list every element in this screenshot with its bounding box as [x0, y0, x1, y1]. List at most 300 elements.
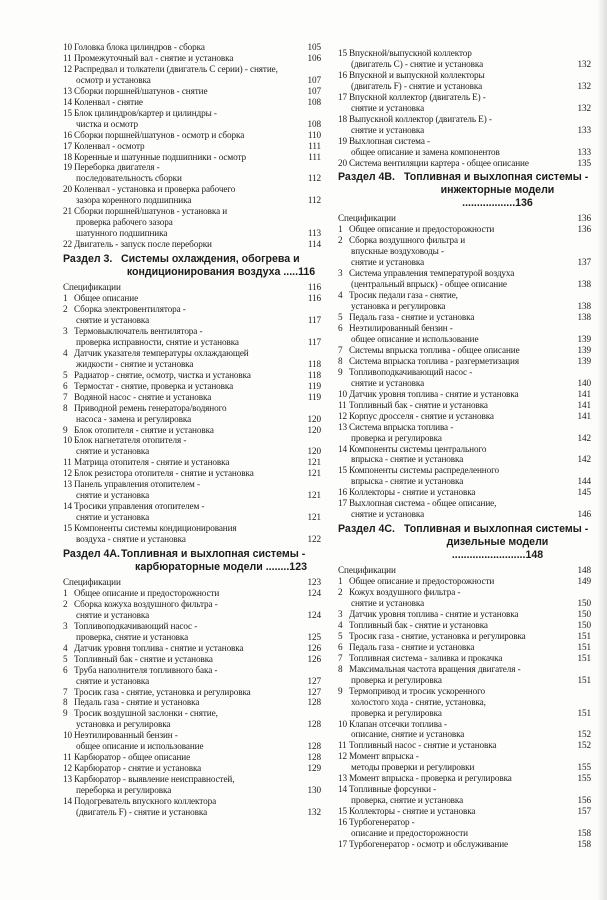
toc-entry-title: общее описание и использование	[76, 741, 204, 752]
toc-entry[interactable]	[338, 323, 591, 345]
toc-entry-number: 15	[338, 806, 347, 817]
toc-entry-line	[63, 173, 298, 184]
toc-entry-title: Тросик педали газа - снятие,	[349, 290, 458, 301]
toc-entry[interactable]	[338, 400, 591, 411]
toc-entry-line	[338, 268, 514, 278]
toc-page-number: 133	[569, 125, 591, 136]
toc-page-number: 136	[569, 224, 591, 235]
toc-entry[interactable]	[63, 326, 321, 348]
toc-entry-number: 2	[63, 304, 68, 315]
toc-entry-number: 16	[338, 69, 347, 80]
toc-page-number: 126	[299, 643, 321, 654]
toc-entry-line	[338, 653, 502, 663]
toc-entry[interactable]	[63, 130, 321, 141]
toc-entry-title: Общее описание и предосторожности	[349, 576, 495, 587]
toc-page-number: 123	[299, 577, 321, 588]
toc-entry[interactable]	[338, 389, 591, 400]
toc-entry-title: Приводной ремень генератора/водяного	[74, 402, 227, 413]
toc-entry-title: Топливоподкачивающий насос -	[74, 620, 198, 631]
toc-entry[interactable]	[338, 367, 591, 389]
toc-entry-line	[63, 610, 298, 621]
toc-page-number: 128	[299, 741, 321, 752]
toc-page-number: 137	[569, 257, 591, 268]
toc-page-number: 132	[569, 103, 591, 114]
toc-entry-number: 3	[338, 608, 343, 619]
toc-page-number: 117	[299, 315, 321, 326]
toc-entry-line	[338, 631, 526, 641]
toc-entry-number: 6	[63, 380, 68, 391]
toc-entry-number: 11	[338, 399, 347, 410]
toc-entry[interactable]	[63, 206, 321, 239]
toc-page-number: 120	[299, 425, 321, 436]
toc-entry[interactable]	[338, 653, 591, 664]
toc-entry-title: Общее описание и предосторожности	[349, 224, 495, 235]
toc-page-number: 138	[569, 279, 591, 290]
toc-entry[interactable]	[63, 752, 321, 763]
toc-entry-title: Тросик газа - снятие, установка и регулировка	[349, 630, 526, 641]
toc-page-number: 138	[569, 301, 591, 312]
toc-entry[interactable]	[63, 796, 321, 818]
toc-entry-line	[63, 42, 205, 52]
toc-entry-title: Впускной и выпускной коллекторы	[349, 69, 485, 80]
toc-entry-title: шатунного подшипника	[76, 228, 168, 239]
toc-entry-title: снятие и установка	[76, 446, 150, 457]
toc-entry[interactable]	[63, 501, 321, 523]
toc-entry[interactable]	[338, 290, 591, 312]
toc-page-number: 112	[299, 195, 321, 206]
toc-entry[interactable]	[63, 304, 321, 326]
toc-entry-line	[338, 290, 458, 300]
toc-page-number: 155	[569, 773, 591, 784]
toc-entry-title: Компоненты системы кондиционирования	[74, 523, 237, 534]
toc-entry[interactable]	[63, 108, 321, 130]
toc-entry-title: Переборка двигателя -	[74, 162, 160, 173]
toc-entry-title: проверка, снятие и установка	[76, 631, 189, 642]
page-edge-shadow	[597, 0, 607, 900]
toc-entry-line	[338, 444, 486, 454]
section-label: Раздел 3.	[63, 253, 113, 266]
toc-entry[interactable]	[338, 806, 591, 817]
toc-entry-title: Топливный насос - снятие и установка	[349, 740, 497, 751]
toc-entry[interactable]	[63, 523, 321, 545]
toc-page-number: 142	[569, 454, 591, 465]
toc-entry[interactable]	[63, 381, 321, 392]
toc-entry-line	[338, 762, 568, 773]
section-page-number: 136	[515, 197, 533, 210]
toc-entry[interactable]	[338, 92, 591, 114]
toc-entry-line	[63, 217, 298, 228]
toc-entry[interactable]	[338, 609, 591, 620]
toc-entry-line	[338, 609, 519, 619]
toc-entry-title: чистка и осмотр	[76, 118, 138, 129]
toc-entry-line	[63, 796, 216, 806]
toc-entry-title: снятие и установка	[351, 598, 425, 609]
toc-entry-title: Сборка кожуха воздушного фильтра -	[74, 598, 218, 609]
toc-entry[interactable]	[63, 42, 321, 53]
section-title-line: Системы охлаждения, обогрева и	[121, 253, 300, 266]
toc-page-number: 132	[569, 81, 591, 92]
toc-entry-title: установка и регулировка	[351, 301, 446, 312]
toc-page-number: 135	[569, 158, 591, 169]
toc-page-number: 139	[569, 356, 591, 367]
toc-entry-number: 10	[338, 718, 347, 729]
toc-entry[interactable]	[338, 751, 591, 773]
toc-entry[interactable]	[63, 708, 321, 730]
toc-entry-line	[63, 621, 197, 631]
toc-entry[interactable]	[338, 70, 591, 92]
toc-specifications[interactable]	[63, 282, 321, 293]
toc-entry-line	[63, 392, 211, 402]
toc-entry[interactable]	[338, 817, 591, 839]
toc-entry-title: Педаль газа - снятие и установка	[74, 697, 200, 708]
toc-entry[interactable]	[338, 465, 591, 487]
toc-entry-line	[338, 400, 488, 410]
toc-entry-number: 8	[63, 402, 68, 413]
toc-entry-number: 2	[338, 587, 343, 598]
toc-entry-title: Момент впрыска - проверка и регулировка	[349, 773, 512, 784]
toc-entry-line	[63, 184, 235, 194]
toc-entry-title: Блок отопителя - снятие и установка	[74, 424, 214, 435]
toc-entry[interactable]	[338, 268, 591, 290]
toc-entry-line	[338, 454, 568, 465]
toc-page-number: 116	[299, 282, 321, 293]
toc-entry-line	[63, 697, 199, 707]
toc-entry[interactable]	[338, 664, 591, 686]
toc-entry-title: (центральный впрыск) - общее описание	[351, 279, 507, 290]
toc-entry-title: Датчик указателя температуры охлаждающей	[74, 347, 249, 358]
section-title-text: инжекторные модели ..................	[440, 184, 555, 210]
toc-page-number: 149	[569, 576, 591, 587]
toc-entry-line	[63, 282, 121, 292]
toc-entry-title: общее описание и использование	[351, 333, 479, 344]
toc-entry-line	[63, 763, 201, 773]
toc-entry-number: 9	[63, 708, 68, 719]
toc-entry-title: Датчик уровня топлива - снятие и установка	[349, 608, 519, 619]
toc-entry-number: 16	[63, 129, 72, 140]
toc-entry-number: 10	[63, 730, 72, 741]
toc-entry-number: 17	[63, 140, 72, 151]
toc-entry[interactable]	[338, 773, 591, 784]
toc-entry[interactable]	[63, 97, 321, 108]
toc-entry-number: 5	[63, 653, 68, 664]
toc-page-number: 127	[299, 687, 321, 698]
toc-entry-title: Топливный бак - снятие и установка	[349, 619, 488, 630]
toc-entry[interactable]	[63, 370, 321, 381]
toc-entry-line	[63, 599, 218, 609]
toc-page-number: 111	[299, 152, 321, 163]
toc-entry[interactable]	[338, 158, 591, 169]
toc-entry-title: последовательность сборки	[76, 173, 182, 184]
toc-page-number: 124	[299, 610, 321, 621]
toc-entry-number: 7	[338, 652, 343, 663]
toc-page-number: 120	[299, 414, 321, 425]
toc-entry-title: Спецификации	[63, 576, 121, 587]
toc-entry-title: Водяной насос - снятие и установка	[74, 391, 212, 402]
section-title-line	[404, 536, 591, 562]
toc-entry[interactable]	[338, 631, 591, 642]
toc-page-number: 107	[299, 86, 321, 97]
toc-entry-number: 20	[63, 184, 72, 195]
toc-entry[interactable]	[63, 162, 321, 184]
toc-entry-title: Сборка воздушного фильтра и	[349, 235, 466, 246]
toc-entry-number: 19	[63, 162, 72, 173]
section-title-line	[121, 561, 321, 574]
toc-page-number: 150	[569, 620, 591, 631]
toc-entry-number: 17	[338, 498, 347, 509]
section-title-line: Топливная и выхлопная системы -	[404, 523, 589, 536]
toc-entry[interactable]	[338, 114, 591, 136]
toc-entry-line	[338, 784, 436, 794]
toc-entry-title: Двигатель - запуск после переборки	[74, 239, 212, 250]
toc-entry[interactable]	[63, 425, 321, 436]
toc-entry-title: Топливные форсунки -	[349, 784, 437, 795]
toc-entry-line	[63, 97, 143, 107]
toc-entry-line	[338, 224, 494, 234]
toc-entry[interactable]	[63, 687, 321, 698]
toc-page-number: 117	[299, 337, 321, 348]
toc-page-number: 144	[569, 476, 591, 487]
toc-entry[interactable]	[338, 487, 591, 498]
toc-entry[interactable]	[63, 479, 321, 501]
toc-entry-number: 1	[63, 293, 68, 304]
toc-entry-line	[63, 315, 298, 326]
toc-entry[interactable]	[338, 136, 591, 158]
section-heading	[338, 171, 591, 210]
toc-entry[interactable]	[338, 48, 591, 70]
toc-entry-title: насоса - замена и регулировка	[76, 413, 192, 424]
toc-entry-title: Впускной/выпускной коллектор	[349, 48, 472, 58]
toc-page-number: 116	[299, 293, 321, 304]
toc-entry-line	[338, 675, 568, 686]
toc-entry[interactable]	[63, 730, 321, 752]
toc-entry-title: холостого хода - снятие, установка,	[351, 696, 486, 707]
toc-entry-line	[338, 81, 568, 92]
toc-entry-line	[63, 152, 246, 162]
toc-page-number: 122	[299, 534, 321, 545]
section-label: Раздел 4В.	[338, 171, 395, 184]
toc-entry-title: Коленвал - снятие	[74, 96, 143, 107]
toc-entry-number: 12	[338, 410, 347, 421]
toc-entry-number: 17	[338, 839, 347, 849]
toc-entry[interactable]	[63, 457, 321, 468]
toc-entry-title: Педаль газа - снятие и установка	[349, 312, 475, 323]
toc-entry-title: воздуха - снятие и установка	[76, 534, 186, 545]
toc-entry-title: снятие и установка	[351, 102, 425, 113]
toc-entry-number: 3	[63, 325, 68, 336]
toc-page-number: 158	[569, 839, 591, 850]
toc-entry-line	[63, 785, 298, 796]
toc-entry[interactable]	[338, 686, 591, 719]
toc-specifications[interactable]	[63, 577, 321, 588]
toc-entry-line	[63, 239, 212, 249]
toc-entry-number: 9	[63, 424, 68, 435]
toc-entry-number: 15	[63, 523, 72, 534]
toc-entry-line	[63, 588, 219, 598]
toc-entry[interactable]	[338, 740, 591, 751]
toc-entry[interactable]	[63, 654, 321, 665]
toc-entry-line	[338, 476, 568, 487]
toc-page-number: 127	[299, 676, 321, 687]
toc-entry-number: 12	[338, 751, 347, 762]
toc-entry-title: Распредвал и толкатели (двигатель C серии) - снятие,	[74, 63, 278, 74]
toc-entry[interactable]	[63, 239, 321, 250]
toc-entry-line	[63, 414, 298, 425]
toc-entry[interactable]	[63, 152, 321, 163]
toc-entry[interactable]	[63, 435, 321, 457]
toc-entry-line	[63, 741, 298, 752]
toc-entry-title: проверка и регулировка	[351, 432, 442, 443]
toc-entry[interactable]	[338, 356, 591, 367]
toc-entry-title: Коллекторы - снятие и установка	[349, 806, 476, 817]
section-title-text: кондиционирования воздуха .....	[126, 266, 299, 279]
toc-entry[interactable]	[338, 422, 591, 444]
toc-page-number: 157	[569, 806, 591, 817]
toc-entry[interactable]	[63, 184, 321, 206]
toc-entry[interactable]	[63, 665, 321, 687]
toc-entry-number: 3	[63, 620, 68, 631]
toc-entry-line	[338, 70, 485, 80]
toc-entry-line	[338, 686, 485, 696]
toc-entry[interactable]	[63, 697, 321, 708]
toc-page-number: 110	[299, 130, 321, 141]
toc-entry-title: Компоненты системы центрального	[349, 443, 487, 454]
toc-entry[interactable]	[338, 411, 591, 422]
toc-left-column	[63, 42, 321, 818]
toc-entry-line	[338, 334, 568, 345]
toc-entry-title: Карбюратор - снятие и установка	[74, 763, 202, 774]
toc-entry-number: 14	[63, 501, 72, 512]
toc-entry-line	[338, 565, 396, 575]
toc-entry[interactable]	[63, 599, 321, 621]
toc-entry[interactable]	[63, 141, 321, 152]
toc-entry[interactable]	[338, 345, 591, 356]
toc-entry[interactable]	[63, 403, 321, 425]
toc-entry-number: 16	[338, 817, 347, 828]
toc-entry-title: Тросики управления отопителем -	[74, 501, 205, 512]
toc-entry-line	[63, 654, 213, 664]
toc-entry-title: Коллекторы - снятие и установка	[349, 487, 476, 498]
toc-page-number: 132	[569, 59, 591, 70]
toc-entry-number: 18	[63, 151, 72, 162]
toc-entry-title: Неэтилированный бензин -	[349, 323, 453, 334]
toc-entry-title: зазора коренного подшипника	[76, 195, 192, 206]
toc-entry[interactable]	[338, 719, 591, 741]
toc-entry[interactable]	[338, 312, 591, 323]
section-heading	[63, 548, 321, 574]
toc-entry[interactable]	[63, 53, 321, 64]
toc-entry-line	[338, 235, 465, 245]
toc-entry-line	[338, 125, 568, 136]
toc-entry-number: 15	[338, 465, 347, 476]
toc-entry-title: описание, снятие и установка	[351, 729, 465, 740]
toc-page-number: 106	[299, 53, 321, 64]
toc-page-number: 111	[299, 141, 321, 152]
toc-specifications[interactable]	[338, 565, 591, 576]
toc-entry[interactable]	[338, 839, 591, 850]
toc-entry[interactable]	[338, 444, 591, 466]
toc-entry[interactable]	[338, 620, 591, 631]
toc-entry-line	[63, 130, 244, 140]
toc-entry-title: Термостат - снятие, проверка и установка	[74, 380, 234, 391]
toc-entry[interactable]	[63, 348, 321, 370]
toc-entry[interactable]	[338, 587, 591, 609]
toc-entry-number: 22	[63, 239, 72, 250]
toc-entry[interactable]	[338, 235, 591, 268]
toc-entry-line	[338, 356, 519, 366]
toc-entry[interactable]	[338, 576, 591, 587]
toc-entry-line	[338, 433, 568, 444]
toc-entry[interactable]	[63, 468, 321, 479]
toc-entry-line	[338, 817, 415, 827]
toc-entry-line	[63, 490, 298, 501]
toc-entry[interactable]	[63, 643, 321, 654]
toc-entry-title: снятие и установка	[76, 314, 150, 325]
toc-entry-number: 5	[338, 630, 343, 641]
toc-entry-line	[63, 359, 298, 370]
toc-entry-title: Коленвал - осмотр	[74, 140, 145, 151]
toc-page-number: 139	[569, 334, 591, 345]
section-page-number: 116	[298, 266, 316, 279]
toc-entry[interactable]	[63, 763, 321, 774]
toc-page-number: 107	[299, 75, 321, 86]
toc-entry-title: Выхлопная система - общее описание,	[349, 498, 497, 509]
toc-entry-number: 8	[338, 663, 343, 674]
toc-entry[interactable]	[63, 293, 321, 304]
toc-page-number: 125	[299, 632, 321, 643]
toc-entry-number: 18	[338, 113, 347, 124]
toc-entry-title: Общее описание	[74, 293, 139, 304]
toc-entry-title: проверка исправности, снятие и установка	[76, 336, 239, 347]
toc-entry-title: Топливный бак - снятие и установка	[349, 399, 488, 410]
toc-entry[interactable]	[338, 784, 591, 806]
toc-page-number: 128	[299, 697, 321, 708]
toc-entry-line	[63, 446, 298, 457]
toc-entry-title: Топливоподкачивающий насос -	[349, 366, 473, 377]
toc-entry[interactable]	[63, 392, 321, 403]
toc-entry[interactable]	[338, 224, 591, 235]
toc-page-number: 113	[299, 228, 321, 239]
toc-entry[interactable]	[63, 64, 321, 86]
toc-entry[interactable]	[63, 588, 321, 599]
toc-entry-line	[63, 676, 298, 687]
toc-entry-line	[63, 807, 298, 818]
toc-entry-title: Подогреватель впускного коллектора	[74, 796, 217, 807]
toc-entry-line	[338, 729, 568, 740]
toc-entry[interactable]	[63, 774, 321, 796]
toc-entry-line	[63, 534, 298, 545]
toc-entry-line	[338, 664, 521, 674]
toc-entry[interactable]	[63, 621, 321, 643]
toc-specifications[interactable]	[338, 213, 591, 224]
toc-entry-number: 4	[63, 347, 68, 358]
toc-entry[interactable]	[338, 498, 591, 520]
toc-entry-number: 15	[338, 48, 347, 58]
toc-entry-title: Панель управления отопителем -	[74, 479, 200, 490]
toc-entry-line	[338, 751, 419, 761]
toc-entry-line	[338, 103, 568, 114]
toc-entry-number: 12	[63, 63, 72, 74]
toc-entry-title: Блок резистора отопителя - снятие и установка	[74, 468, 254, 479]
toc-entry-number: 9	[338, 685, 343, 696]
toc-entry-title: снятие и установка	[76, 490, 150, 501]
toc-entry[interactable]	[63, 86, 321, 97]
section-page-number: 148	[525, 549, 544, 562]
toc-entry[interactable]	[338, 642, 591, 653]
toc-page-number: 152	[569, 729, 591, 740]
toc-page-number: 105	[299, 42, 321, 53]
toc-page-number: 151	[569, 653, 591, 664]
section-heading	[63, 253, 321, 279]
